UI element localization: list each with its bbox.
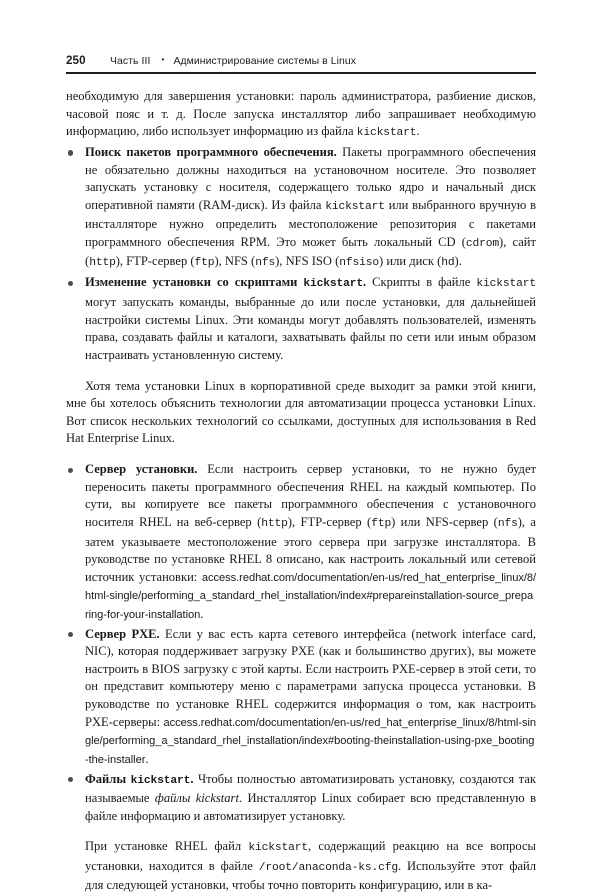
bullet-icon — [68, 150, 73, 155]
intro-paragraph: Хотя тема установки Linux в корпоративной среде выходит за рамки этой книги, мне бы хотелось объяснить технологии для автоматизации процесса установки Linux. Вот список нескольких технологий со ссылками, доступных для использования в Red Hat Enterprise Linux. — [66, 378, 536, 446]
s3: . Используйте этот файл для следующей установки, чтобы точно повторить конфигурацию, или в ка- — [85, 858, 537, 893]
bullet-sub-paragraph — [85, 838, 536, 895]
code-hd: hd — [441, 257, 455, 270]
t2: . Инсталлятор Linux собирает всю представленную в файле информацию и автоматизирует установку. — [85, 791, 536, 823]
t2: или выбранного вручную в инсталляторе нужно определить местоположение репозитория с пакетами программного обеспечения RPM. Это может быть локальный CD ( — [85, 197, 536, 249]
documentation-url: access.redhat.com/documentation/en-us/red_hat_enterprise_linux/8/html-single/performing_a_standard_rhel_installation/index#prepareinstallation-source_preparing-for-your-installation — [85, 571, 536, 621]
bullet-lead: Сервер PXE. — [85, 626, 160, 641]
list-item — [66, 461, 536, 624]
t1: Скрипты в файле — [366, 275, 477, 290]
t5: . — [200, 606, 204, 621]
bullet-paragraph — [85, 274, 536, 364]
bullet-lead: Файлы — [85, 771, 131, 786]
t1: Пакеты программного обеспечения не обязательно должны находиться на установочном носителе. Это позволяет запускать установку с носителя, содержащего только ядро и начальный диск оперативной памяти (RAM-диск). Из файла — [85, 145, 536, 212]
bullet-icon — [68, 632, 73, 637]
bullet-separator-icon: • — [161, 55, 165, 64]
list-item — [66, 771, 536, 895]
t3: ) или NFS-сервер ( — [391, 515, 498, 530]
page-number: 250 — [66, 54, 86, 67]
bullet-icon — [68, 281, 73, 286]
code-nfsiso: nfsiso — [339, 257, 380, 270]
code-ftp: ftp — [194, 257, 215, 270]
t5: ), NFS ( — [214, 254, 256, 269]
code-kickstart: kickstart — [476, 278, 536, 291]
bullet-icon — [68, 777, 73, 782]
s2: , содержащий реакцию на все вопросы установки, находится в файле — [85, 839, 536, 873]
code-kickstart: kickstart — [248, 842, 308, 855]
s1: При установке RHEL файл — [85, 839, 249, 854]
code-nfs: nfs — [255, 257, 276, 270]
bullet-paragraph — [85, 771, 536, 826]
list-item — [66, 626, 536, 769]
text-column — [66, 88, 536, 895]
bullet-lead-tail: . — [190, 771, 194, 786]
t7: ) или диск ( — [379, 254, 442, 269]
bullet-lead: Изменение установки со скриптами — [85, 275, 304, 290]
t2: . — [145, 751, 149, 766]
bullet-list-two — [66, 461, 536, 895]
bullet-paragraph — [85, 144, 536, 273]
code-kickstart: kickstart — [325, 200, 385, 213]
t2: ), FTP-сервер ( — [287, 515, 372, 530]
code-http: http — [89, 257, 116, 270]
t1: Если у вас есть карта сетевого интерфейса (network interface card, NIC), которая поддерживает загрузку PXE (как и большинство других), вы можете настроить в BIOS загрузку с этой карты. Если настроить PXE-сервер в этой сети, то он представит компьютеру меню с параметрами запуска процесса установки. В руководстве по установке RHEL содержится информация о том, как настроить PXE-серверы: — [85, 626, 537, 729]
t4: ), FTP-сервер ( — [115, 254, 195, 269]
documentation-url: access.redhat.com/documentation/en-us/red_hat_enterprise_linux/8/html-single/performing_a_standard_rhel_installation/index#booting-theinstallation-using-pxe_booting-the-installer — [85, 716, 536, 766]
bullet-lead: Поиск пакетов программного обеспечения. — [85, 145, 337, 160]
bullet-list-one — [66, 144, 536, 364]
t6: ), NFS ISO ( — [275, 254, 340, 269]
code-http: http — [261, 518, 288, 531]
header-rule — [66, 72, 536, 74]
bullet-lead-tail: . — [363, 275, 367, 290]
code-kickstart: kickstart — [356, 127, 417, 140]
bullet-icon — [68, 468, 73, 473]
part-label: Часть III — [110, 56, 151, 67]
list-item — [66, 144, 536, 273]
running-title: Администрирование системы в Linux — [173, 56, 357, 67]
t4: ), а затем указываете местоположение этого сервера при загрузке инсталлятора. В руководстве по установке RHEL 8 описано, как настроить локальный или сетевой источник установки: — [85, 515, 536, 584]
para-text: необходимую для завершения установки: пароль администратора, разбиение дисков, часовой пояс и т. д. После запуска инсталлятор либо запрашивает необходимую информацию, либо использует информацию из файла — [66, 89, 536, 139]
t1: Если настроить сервер установки, то не нужно будет переносить пакеты программного обеспечения RHEL на каждый компьютер. По сути, вы копируете все пакеты программного обеспечения с установочного носителя RHEL на веб-сервер ( — [85, 462, 536, 530]
code-anaconda-ks-cfg: /root/anaconda-ks.cfg — [258, 861, 398, 874]
code-cdrom: cdrom — [465, 237, 500, 250]
bullet-lead: Сервер установки. — [85, 462, 198, 477]
lead-code-kickstart: kickstart — [303, 278, 364, 291]
lead-code-kickstart: kickstart — [130, 774, 191, 787]
bullet-paragraph — [85, 626, 536, 769]
bullet-paragraph — [85, 461, 536, 624]
code-ftp: ftp — [371, 518, 392, 531]
t2: могут запускать команды, выбранные до или после установки, для дальнейшей настройки системы Linux. Эти команды могут добавлять пользователей, изменять права, создавать файлы и каталоги, захватывать файлы по сети или иным образом настраивать установленную систему. — [85, 295, 536, 362]
t8: ). — [454, 254, 462, 269]
t1: Чтобы полностью автоматизировать установку, создаются так называемые — [85, 771, 536, 806]
continuation-paragraph — [66, 88, 536, 143]
para-text-tail: . — [416, 124, 420, 139]
italic-term: файлы kickstart — [154, 791, 239, 806]
code-nfs: nfs — [497, 518, 518, 531]
running-head — [66, 54, 536, 67]
t3: ), сайт ( — [85, 234, 536, 269]
list-item — [66, 274, 536, 364]
